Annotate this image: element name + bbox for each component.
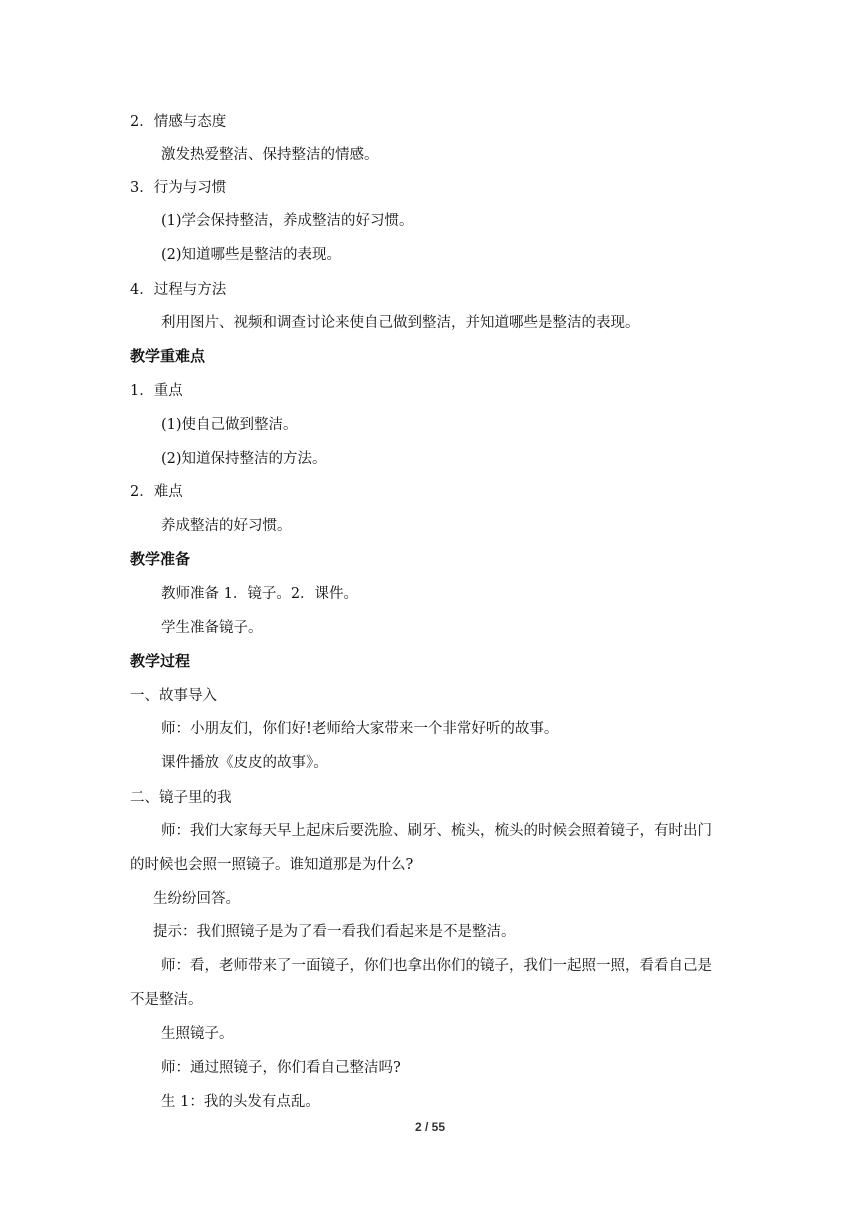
paragraph: 学生准备镜子。 [161,620,263,636]
paragraph: (1)学会保持整洁，养成整洁的好习惯。 [161,213,414,229]
paragraph: 师：通过照镜子，你们看自己整洁吗? [161,1060,401,1076]
section-heading: 教学准备 [130,550,191,568]
section-item: 一、故事导入 [130,688,217,704]
paragraph: (1)使自己做到整洁。 [161,417,298,433]
paragraph: 课件播放《皮皮的故事》。 [161,755,328,771]
paragraph-continuation: 不是整洁。 [130,992,203,1008]
section-item: 3．行为与习惯 [130,180,227,196]
section-item: 二、镜子里的我 [130,790,232,806]
paragraph-continuation: 的时候也会照一照镜子。谁知道那是为什么? [130,857,414,873]
paragraph: 师：看，老师带来了一面镜子，你们也拿出你们的镜子，我们一起照一照，看看自己是 [161,958,712,974]
paragraph: 利用图片、视频和调查讨论来使自己做到整洁，并知道哪些是整洁的表现。 [161,315,640,331]
paragraph: 生照镜子。 [161,1026,234,1042]
paragraph: 师：我们大家每天早上起床后要洗脸、刷牙、梳头，梳头的时候会照着镜子，有时出门 [161,823,712,839]
section-item: 1．重点 [130,383,183,399]
paragraph: 教师准备 1．镜子。2．课件。 [161,586,359,602]
paragraph: 激发热爱整洁、保持整洁的情感。 [161,147,379,163]
paragraph: (2)知道保持整洁的方法。 [161,451,327,467]
paragraph: 师：小朋友们，你们好!老师给大家带来一个非常好听的故事。 [161,721,559,737]
paragraph: 养成整洁的好习惯。 [161,518,292,534]
paragraph: 生 1：我的头发有点乱。 [161,1094,320,1110]
paragraph: (2)知道哪些是整洁的表现。 [161,247,342,263]
section-item: 4．过程与方法 [130,282,227,298]
section-item: 2．难点 [130,484,183,500]
paragraph: 提示：我们照镜子是为了看一看我们看起来是不是整洁。 [153,924,516,940]
section-heading: 教学重难点 [130,347,206,365]
paragraph: 生纷纷回答。 [153,891,240,907]
section-heading: 教学过程 [130,652,191,670]
page-number: 2 / 55 [414,1120,446,1134]
section-item: 2．情感与态度 [130,114,227,130]
